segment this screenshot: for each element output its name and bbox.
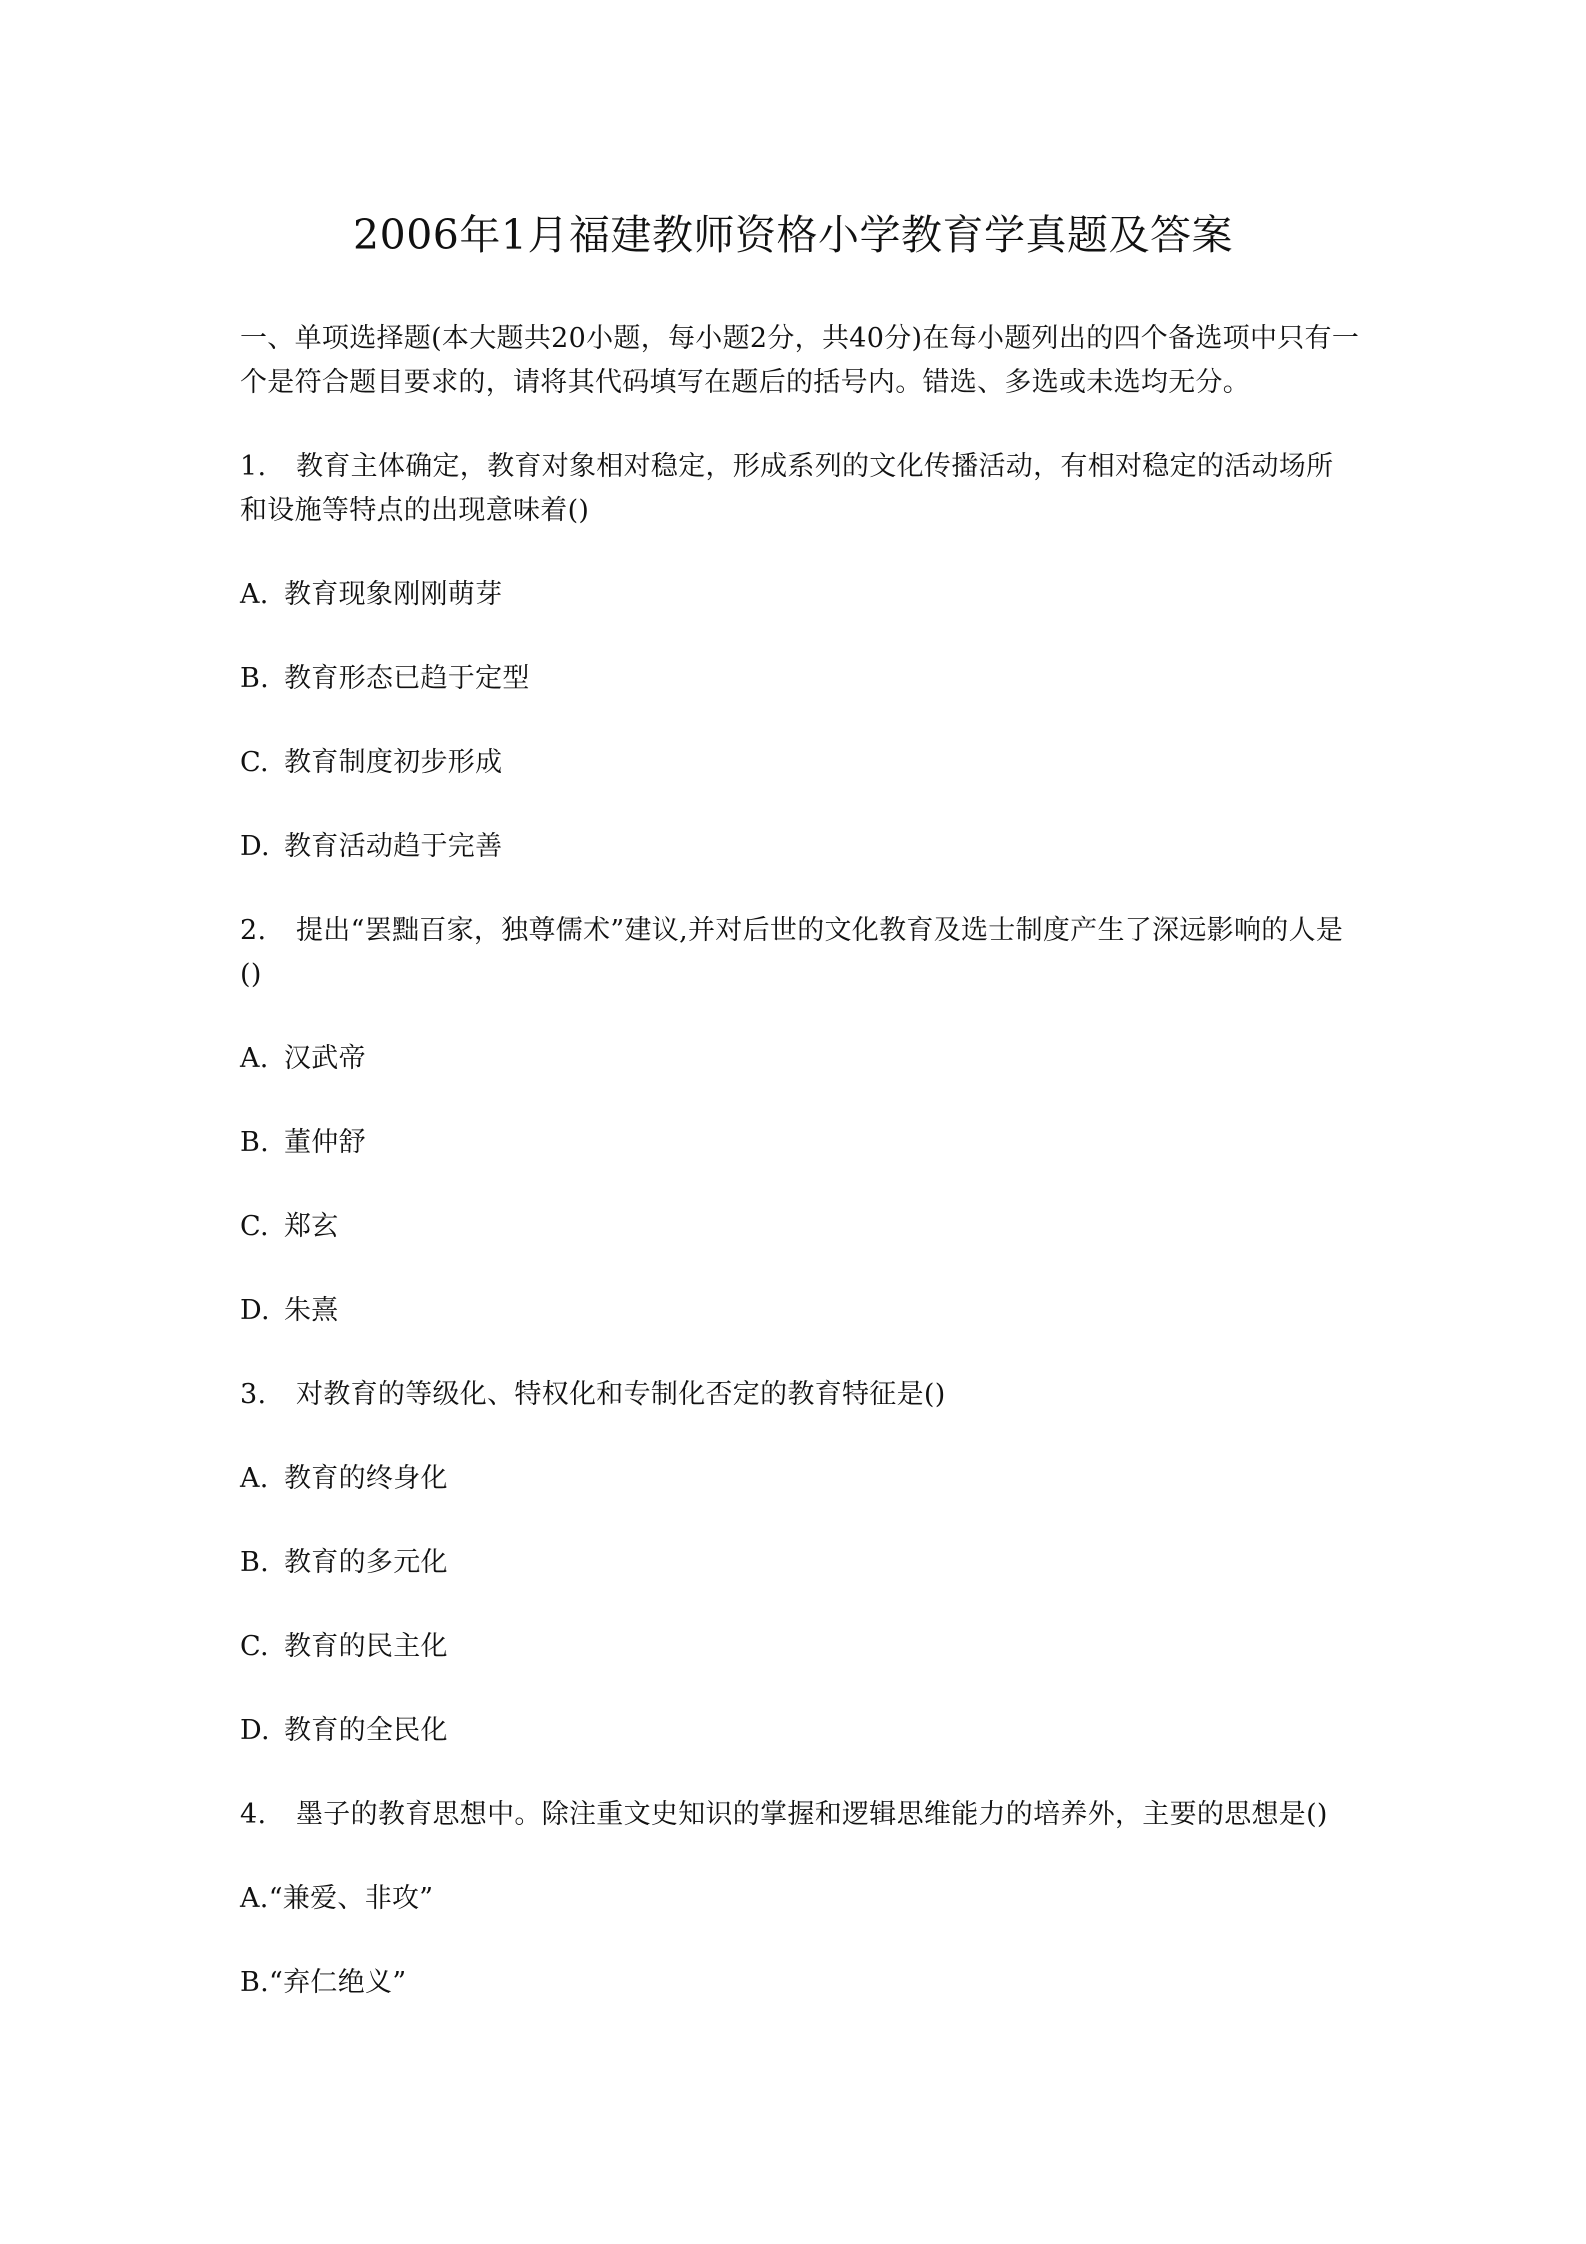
- option-letter: A.: [240, 1043, 269, 1074]
- option-letter: C.: [240, 1211, 269, 1242]
- option-letter: C.: [240, 747, 269, 778]
- section-instructions: 一、单项选择题(本大题共20小题，每小题2分，共40分)在每小题列出的四个备选项中只有一个是符合题目要求的，请将其代码填写在题后的括号内。错选、多选或未选均无分。: [240, 323, 1360, 398]
- option-text: “弃仁绝义”: [269, 1967, 407, 1998]
- option-text: 教育现象刚刚萌芽: [284, 579, 503, 610]
- option-letter: A.: [240, 1883, 269, 1914]
- option-letter: D.: [240, 831, 270, 862]
- option-text: 郑玄: [284, 1211, 339, 1242]
- question-2-option-d: [240, 1289, 1360, 1333]
- question-3-option-c: [240, 1625, 1360, 1669]
- question-3-option-b: [240, 1541, 1360, 1585]
- question-3-option-d: [240, 1709, 1360, 1753]
- option-text: 朱熹: [284, 1295, 339, 1326]
- option-text: 教育的民主化: [284, 1631, 448, 1662]
- question-number: 3.: [240, 1379, 267, 1410]
- question-1-option-d: [240, 825, 1360, 869]
- question-2: [240, 909, 1360, 997]
- option-letter: D.: [240, 1715, 270, 1746]
- question-3-option-a: [240, 1457, 1360, 1501]
- question-number: 4.: [240, 1799, 267, 1830]
- option-text: 教育的全民化: [284, 1715, 448, 1746]
- question-2-option-a: [240, 1037, 1360, 1081]
- question-3: [240, 1373, 1360, 1417]
- option-text: 教育制度初步形成: [284, 747, 503, 778]
- question-1-option-c: [240, 741, 1360, 785]
- option-letter: B.: [240, 1547, 270, 1578]
- question-4: [240, 1793, 1360, 1837]
- question-text: 提出“罢黜百家，独尊儒术”建议,并对后世的文化教育及选士制度产生了深远影响的人是(): [240, 915, 1344, 990]
- document-title: 2006年1月福建教师资格小学教育学真题及答案: [353, 211, 1233, 259]
- question-number: 1.: [240, 451, 267, 482]
- option-text: “兼爱、非攻”: [268, 1883, 434, 1914]
- option-text: 教育活动趋于完善: [284, 831, 503, 862]
- option-text: 汉武帝: [284, 1043, 366, 1074]
- option-letter: B.: [240, 1127, 270, 1158]
- question-4-option-b: [240, 1961, 1360, 2005]
- option-letter: B.: [240, 663, 270, 694]
- option-text: 教育形态已趋于定型: [284, 663, 530, 694]
- option-letter: A.: [240, 1463, 269, 1494]
- option-letter: B.: [240, 1967, 270, 1998]
- option-text: 教育的多元化: [284, 1547, 448, 1578]
- question-4-option-a: [240, 1877, 1360, 1921]
- question-2-option-c: [240, 1205, 1360, 1249]
- question-1-option-a: [240, 573, 1360, 617]
- option-letter: D.: [240, 1295, 270, 1326]
- question-number: 2.: [240, 915, 267, 946]
- option-text: 教育的终身化: [284, 1463, 448, 1494]
- question-text: 对教育的等级化、特权化和专制化否定的教育特征是(): [296, 1379, 946, 1410]
- option-letter: C.: [240, 1631, 269, 1662]
- option-text: 董仲舒: [284, 1127, 366, 1158]
- question-text: 墨子的教育思想中。除注重文史知识的掌握和逻辑思维能力的培养外，主要的思想是(): [296, 1799, 1328, 1830]
- question-text: 教育主体确定，教育对象相对稳定，形成系列的文化传播活动，有相对稳定的活动场所和设施等特点的出现意味着(): [240, 451, 1334, 526]
- question-2-option-b: [240, 1121, 1360, 1165]
- question-1: [240, 445, 1360, 533]
- option-letter: A.: [240, 579, 269, 610]
- question-1-option-b: [240, 657, 1360, 701]
- document-body: [240, 317, 1360, 2045]
